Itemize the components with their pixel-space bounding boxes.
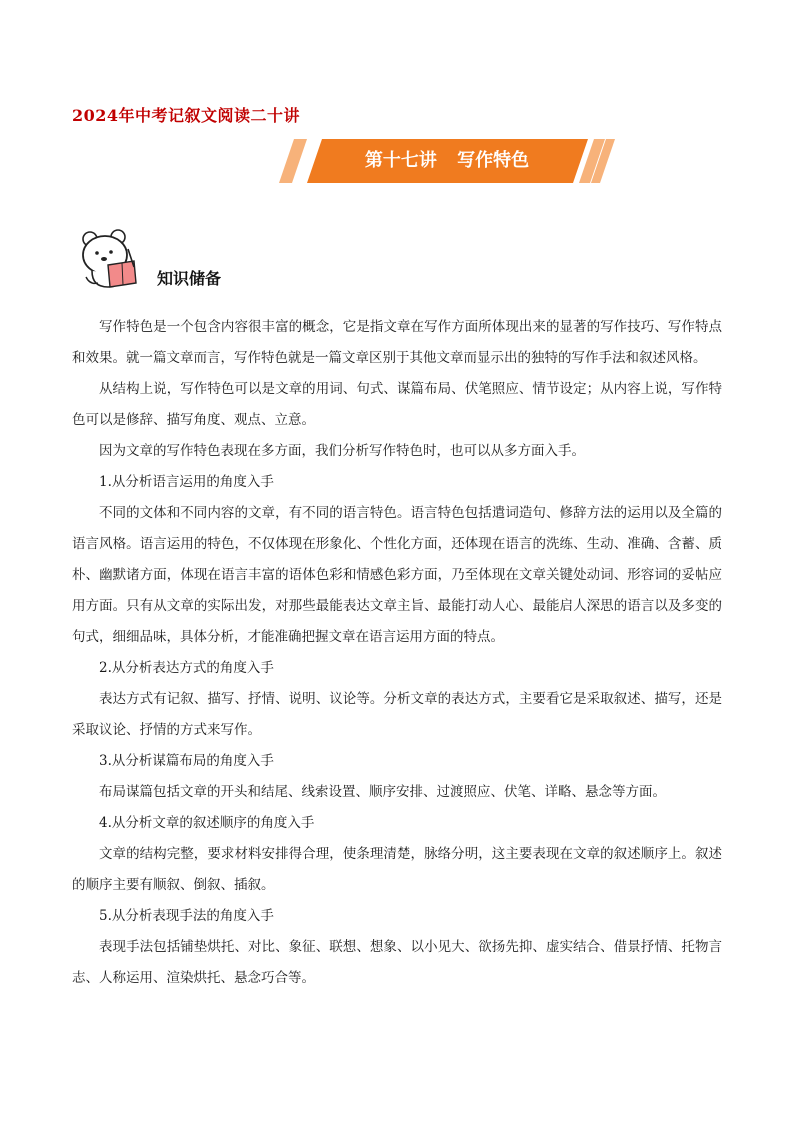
paragraph: 文章的结构完整，要求材料安排得合理，使条理清楚，脉络分明，这主要表现在文章的叙述顺序上。叙述的顺序主要有顺叙、倒叙、插叙。 — [72, 846, 722, 893]
lecture-title: 第十七讲 写作特色 — [364, 150, 530, 171]
subheading: 5.从分析表现手法的角度入手 — [99, 908, 274, 924]
paragraph: 写作特色是一个包含内容很丰富的概念，它是指文章在写作方面所体现出来的显著的写作技巧、写作特点和效果。就一篇文章而言，写作特色就是一篇文章区别于其他文章而显示出的独特的写作手法和叙述风格。 — [72, 319, 722, 366]
paragraph: 布局谋篇包括文章的开头和结尾、线索设置、顺序安排、过渡照应、伏笔、详略、悬念等方面。 — [99, 784, 666, 800]
paragraph: 表现手法包括铺垫烘托、对比、象征、联想、想象、以小见大、欲扬先抑、虚实结合、借景抒情、托物言志、人称运用、渲染烘托、悬念巧合等。 — [72, 939, 722, 986]
paragraph: 表达方式有记叙、描写、抒情、说明、议论等。分析文章的表达方式，主要看它是采取叙述、描写，还是采取议论、抒情的方式来写作。 — [72, 691, 722, 738]
banner-stripe-left — [279, 139, 307, 183]
subheading: 2.从分析表达方式的角度入手 — [99, 660, 274, 676]
section-heading: 知识储备 — [157, 269, 222, 288]
paragraph: 从结构上说，写作特色可以是文章的用词、句式、谋篇布局、伏笔照应、情节设定；从内容上说，写作特色可以是修辞、描写角度、观点、立意。 — [72, 381, 722, 428]
subheading: 3.从分析谋篇布局的角度入手 — [99, 753, 274, 769]
document-title: 2024年中考记叙文阅读二十讲 — [72, 106, 301, 125]
subheading: 4.从分析文章的叙述顺序的角度入手 — [99, 815, 315, 831]
paragraph: 不同的文体和不同内容的文章，有不同的语言特色。语言特色包括遣词造句、修辞方法的运用以及全篇的语言风格。语言运用的特色，不仅体现在形象化、个性化方面，还体现在语言的洗练、生动、准确、含蓄、质朴、幽默诸方面，体现在语言丰富的语体色彩和情感色彩方面，乃至体现在文章关键处动词、形容词的妥帖应用方面。只有从文章的实际出发，对那些最能表达文章主旨、最能打动人心、最能启人深思的语言以及多变的句式，细细品味，具体分析，才能准确把握文章在语言运用方面的特点。 — [72, 505, 722, 645]
paragraph: 因为文章的写作特色表现在多方面，我们分析写作特色时，也可以从多方面入手。 — [99, 443, 585, 459]
body-text — [72, 312, 722, 994]
subheading: 1.从分析语言运用的角度入手 — [99, 474, 274, 490]
bear-reading-icon — [78, 225, 144, 291]
